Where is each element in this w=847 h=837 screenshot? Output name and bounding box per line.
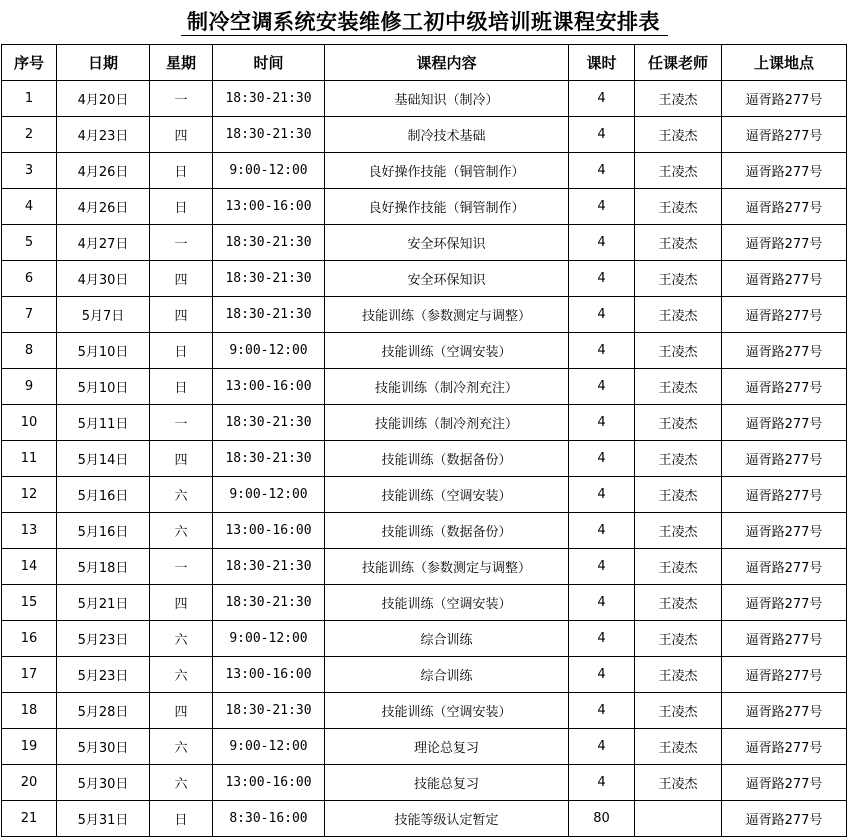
cell-index: 14 [2,549,57,585]
cell-course: 技能训练（参数测定与调整） [325,549,569,585]
cell-date: 5月28日 [57,693,150,729]
cell-index: 6 [2,261,57,297]
table-row [2,801,847,837]
cell-weekday: 六 [150,765,213,801]
cell-weekday: 日 [150,801,213,837]
cell-hours: 80 [569,801,635,837]
cell-course: 综合训练 [325,621,569,657]
header-hours: 课时 [569,45,635,81]
cell-course: 技能训练（数据备份） [325,513,569,549]
cell-location: 逼胥路277号 [722,153,847,189]
cell-index: 18 [2,693,57,729]
cell-index: 2 [2,117,57,153]
cell-teacher: 王凌杰 [635,117,722,153]
cell-date: 5月16日 [57,477,150,513]
cell-hours: 4 [569,693,635,729]
cell-hours: 4 [569,729,635,765]
cell-index: 10 [2,405,57,441]
cell-weekday: 四 [150,261,213,297]
cell-teacher: 王凌杰 [635,153,722,189]
cell-course: 基础知识（制冷） [325,81,569,117]
cell-hours: 4 [569,153,635,189]
cell-course: 技能训练（参数测定与调整） [325,297,569,333]
cell-weekday: 六 [150,657,213,693]
cell-location: 逼胥路277号 [722,225,847,261]
cell-time: 13:00-16:00 [213,189,325,225]
cell-date: 5月11日 [57,405,150,441]
cell-hours: 4 [569,333,635,369]
cell-course: 良好操作技能（铜管制作） [325,153,569,189]
cell-time: 13:00-16:00 [213,765,325,801]
cell-course: 技能训练（制冷剂充注） [325,369,569,405]
cell-index: 3 [2,153,57,189]
table-row [2,189,847,225]
cell-hours: 4 [569,117,635,153]
cell-index: 13 [2,513,57,549]
schedule-body [2,81,847,837]
cell-date: 4月26日 [57,153,150,189]
cell-weekday: 一 [150,549,213,585]
cell-teacher [635,801,722,837]
cell-date: 5月23日 [57,621,150,657]
cell-time: 18:30-21:30 [213,405,325,441]
cell-hours: 4 [569,261,635,297]
cell-teacher: 王凌杰 [635,369,722,405]
cell-time: 8:30-16:00 [213,801,325,837]
cell-index: 16 [2,621,57,657]
cell-weekday: 一 [150,405,213,441]
cell-teacher: 王凌杰 [635,657,722,693]
cell-time: 13:00-16:00 [213,369,325,405]
cell-date: 4月23日 [57,117,150,153]
cell-time: 9:00-12:00 [213,333,325,369]
cell-teacher: 王凌杰 [635,333,722,369]
cell-weekday: 四 [150,693,213,729]
cell-location: 逼胥路277号 [722,477,847,513]
cell-course: 技能等级认定暂定 [325,801,569,837]
cell-time: 18:30-21:30 [213,297,325,333]
cell-index: 8 [2,333,57,369]
cell-weekday: 四 [150,297,213,333]
cell-date: 5月10日 [57,369,150,405]
cell-index: 19 [2,729,57,765]
table-row [2,405,847,441]
cell-location: 逼胥路277号 [722,549,847,585]
cell-teacher: 王凌杰 [635,189,722,225]
table-row [2,585,847,621]
cell-teacher: 王凌杰 [635,261,722,297]
cell-time: 18:30-21:30 [213,585,325,621]
cell-hours: 4 [569,513,635,549]
cell-index: 7 [2,297,57,333]
cell-teacher: 王凌杰 [635,297,722,333]
page-title: 制冷空调系统安装维修工初中级培训班课程安排表 [187,10,660,34]
cell-time: 9:00-12:00 [213,477,325,513]
cell-index: 5 [2,225,57,261]
cell-date: 5月23日 [57,657,150,693]
table-row [2,81,847,117]
cell-weekday: 一 [150,225,213,261]
cell-hours: 4 [569,81,635,117]
cell-weekday: 日 [150,333,213,369]
table-row [2,153,847,189]
cell-date: 5月30日 [57,765,150,801]
cell-index: 12 [2,477,57,513]
cell-weekday: 一 [150,81,213,117]
cell-location: 逼胥路277号 [722,117,847,153]
cell-teacher: 王凌杰 [635,441,722,477]
cell-course: 理论总复习 [325,729,569,765]
header-course: 课程内容 [325,45,569,81]
cell-hours: 4 [569,369,635,405]
cell-time: 18:30-21:30 [213,117,325,153]
cell-course: 技能训练（空调安装） [325,477,569,513]
header-teacher: 任课老师 [635,45,722,81]
cell-weekday: 日 [150,189,213,225]
cell-date: 5月14日 [57,441,150,477]
cell-time: 18:30-21:30 [213,81,325,117]
cell-time: 13:00-16:00 [213,513,325,549]
cell-teacher: 王凌杰 [635,225,722,261]
cell-course: 制冷技术基础 [325,117,569,153]
cell-index: 1 [2,81,57,117]
cell-teacher: 王凌杰 [635,81,722,117]
cell-course: 技能总复习 [325,765,569,801]
cell-weekday: 四 [150,441,213,477]
cell-course: 技能训练（空调安装） [325,333,569,369]
cell-course: 技能训练（数据备份） [325,441,569,477]
cell-hours: 4 [569,765,635,801]
header-date: 日期 [57,45,150,81]
table-row [2,477,847,513]
cell-course: 综合训练 [325,657,569,693]
cell-date: 4月30日 [57,261,150,297]
header-index: 序号 [2,45,57,81]
cell-teacher: 王凌杰 [635,729,722,765]
cell-weekday: 四 [150,117,213,153]
cell-time: 13:00-16:00 [213,657,325,693]
header-row [2,45,847,81]
table-row [2,693,847,729]
cell-time: 18:30-21:30 [213,225,325,261]
cell-location: 逼胥路277号 [722,333,847,369]
table-row [2,297,847,333]
cell-location: 逼胥路277号 [722,81,847,117]
cell-location: 逼胥路277号 [722,441,847,477]
cell-location: 逼胥路277号 [722,261,847,297]
cell-index: 15 [2,585,57,621]
cell-hours: 4 [569,549,635,585]
cell-location: 逼胥路277号 [722,513,847,549]
cell-hours: 4 [569,441,635,477]
header-location: 上课地点 [722,45,847,81]
cell-hours: 4 [569,297,635,333]
cell-location: 逼胥路277号 [722,765,847,801]
table-row [2,225,847,261]
table-row [2,729,847,765]
table-row [2,369,847,405]
cell-hours: 4 [569,225,635,261]
cell-hours: 4 [569,189,635,225]
cell-date: 5月10日 [57,333,150,369]
table-row [2,657,847,693]
cell-date: 5月16日 [57,513,150,549]
cell-course: 良好操作技能（铜管制作） [325,189,569,225]
table-row [2,261,847,297]
cell-location: 逼胥路277号 [722,189,847,225]
cell-teacher: 王凌杰 [635,549,722,585]
cell-weekday: 六 [150,513,213,549]
cell-index: 21 [2,801,57,837]
header-weekday: 星期 [150,45,213,81]
cell-date: 5月7日 [57,297,150,333]
cell-index: 20 [2,765,57,801]
cell-index: 11 [2,441,57,477]
cell-location: 逼胥路277号 [722,621,847,657]
cell-date: 5月30日 [57,729,150,765]
cell-hours: 4 [569,477,635,513]
cell-location: 逼胥路277号 [722,297,847,333]
cell-course: 技能训练（制冷剂充注） [325,405,569,441]
cell-date: 4月20日 [57,81,150,117]
cell-course: 安全环保知识 [325,225,569,261]
cell-time: 9:00-12:00 [213,621,325,657]
cell-hours: 4 [569,585,635,621]
cell-weekday: 六 [150,477,213,513]
cell-course: 安全环保知识 [325,261,569,297]
table-row [2,621,847,657]
cell-location: 逼胥路277号 [722,693,847,729]
cell-date: 4月26日 [57,189,150,225]
cell-teacher: 王凌杰 [635,585,722,621]
cell-time: 18:30-21:30 [213,549,325,585]
cell-course: 技能训练（空调安装） [325,585,569,621]
cell-index: 17 [2,657,57,693]
cell-teacher: 王凌杰 [635,405,722,441]
cell-index: 4 [2,189,57,225]
cell-time: 9:00-12:00 [213,153,325,189]
cell-index: 9 [2,369,57,405]
cell-date: 5月21日 [57,585,150,621]
schedule-table [1,44,847,837]
table-row [2,441,847,477]
cell-weekday: 六 [150,729,213,765]
table-row [2,513,847,549]
cell-location: 逼胥路277号 [722,369,847,405]
title-underline [181,35,668,36]
cell-location: 逼胥路277号 [722,729,847,765]
header-time: 时间 [213,45,325,81]
cell-teacher: 王凌杰 [635,693,722,729]
cell-time: 18:30-21:30 [213,441,325,477]
cell-time: 18:30-21:30 [213,261,325,297]
cell-weekday: 四 [150,585,213,621]
cell-weekday: 日 [150,153,213,189]
cell-hours: 4 [569,621,635,657]
cell-teacher: 王凌杰 [635,765,722,801]
cell-time: 18:30-21:30 [213,693,325,729]
table-row [2,765,847,801]
table-row [2,117,847,153]
cell-hours: 4 [569,405,635,441]
cell-location: 逼胥路277号 [722,585,847,621]
cell-weekday: 日 [150,369,213,405]
cell-weekday: 六 [150,621,213,657]
cell-teacher: 王凌杰 [635,513,722,549]
cell-course: 技能训练（空调安装） [325,693,569,729]
cell-teacher: 王凌杰 [635,621,722,657]
cell-date: 5月31日 [57,801,150,837]
table-row [2,549,847,585]
cell-teacher: 王凌杰 [635,477,722,513]
table-row [2,333,847,369]
cell-date: 4月27日 [57,225,150,261]
cell-time: 9:00-12:00 [213,729,325,765]
cell-location: 逼胥路277号 [722,405,847,441]
cell-hours: 4 [569,657,635,693]
cell-location: 逼胥路277号 [722,657,847,693]
cell-date: 5月18日 [57,549,150,585]
cell-location: 逼胥路277号 [722,801,847,837]
